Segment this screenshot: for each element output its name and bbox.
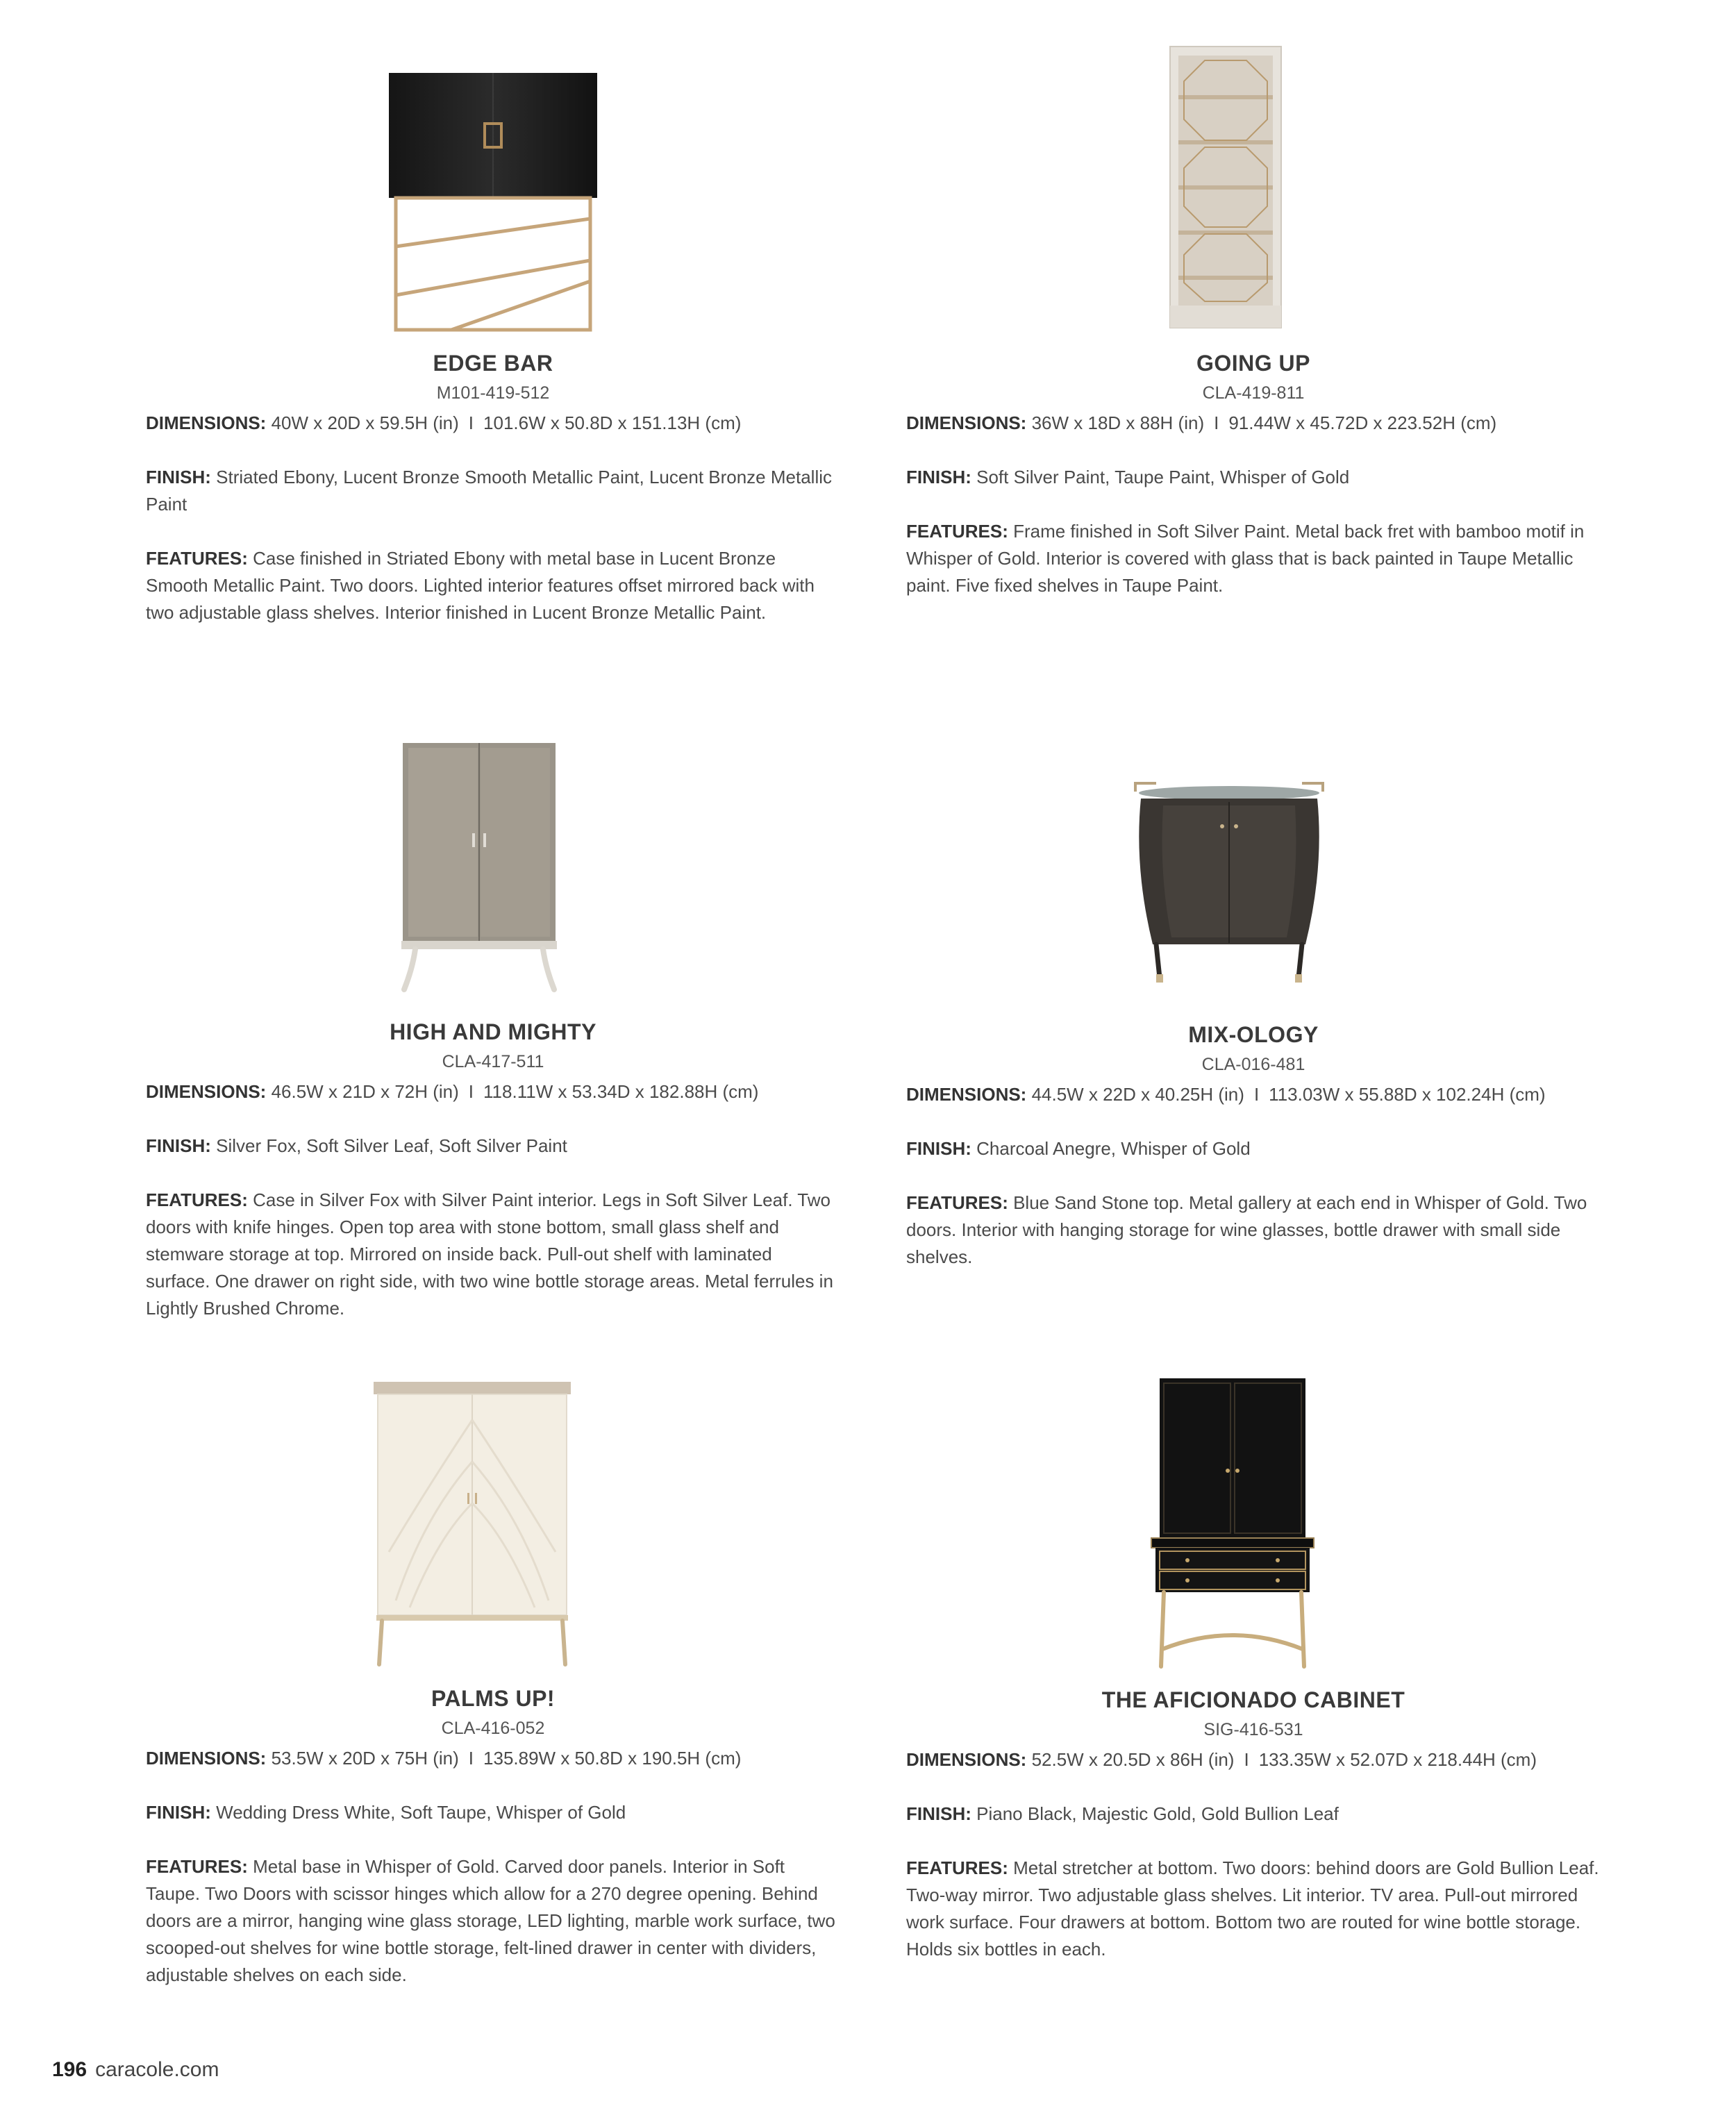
product-name: HIGH AND MIGHTY <box>390 1019 596 1044</box>
page-number: 196 <box>52 2058 87 2081</box>
product-specs <box>146 410 840 653</box>
mix-ology-image <box>1128 778 1330 989</box>
dimensions: DIMENSIONS: 44.5W x 22D x 40.25H (in) I 113.03W x 55.88D x 102.24H (cm) <box>906 1084 1546 1105</box>
product-name: GOING UP <box>1196 351 1310 376</box>
features: FEATURES: Metal base in Whisper of Gold. Carved door panels. Interior in Soft Taupe. Two Doors with scissor hinges which allow for a 270 degree opening. Behind doors are a mirror, hanging wine glass storage, LED lighting, marble work surface, two scooped-out shelves for wine bottle storage, felt-lined drawer in center with dividers, adjustable shelves on each side. <box>146 1856 835 1985</box>
website-link[interactable]: caracole.com <box>95 2058 219 2081</box>
dimensions: DIMENSIONS: 46.5W x 21D x 72H (in) I 118.11W x 53.34D x 182.88H (cm) <box>146 1081 759 1102</box>
features: FEATURES: Metal stretcher at bottom. Two doors: behind doors are Gold Bullion Leaf. Two-way mirror. Two adjustable glass shelves. Lit interior. TV area. Pull-out mirrored work surface. Four drawers at bottom. Bottom two are routed for wine bottle storage. Holds six bottles in each. <box>906 1857 1599 1960</box>
finish: FINISH: Silver Fox, Soft Silver Leaf, Soft Silver Paint <box>146 1135 567 1156</box>
page-footer <box>52 2058 219 2082</box>
product-sku: CLA-417-511 <box>442 1052 544 1071</box>
features: FEATURES: Blue Sand Stone top. Metal gallery at each end in Whisper of Gold. Two doors. Interior with hanging storage for wine glasses, bottle drawer with small side shelves. <box>906 1192 1587 1267</box>
finish: FINISH: Soft Silver Paint, Taupe Paint, Whisper of Gold <box>906 467 1350 487</box>
product-sku: CLA-416-052 <box>441 1719 545 1738</box>
edge-bar-image <box>382 69 604 337</box>
high-and-mighty-image <box>389 740 569 993</box>
features: FEATURES: Frame finished in Soft Silver Paint. Metal back fret with bamboo motif in Whisper of Gold. Interior is covered with glass that is back painted in Taupe Metallic paint. Five fixed shelves in Taupe Paint. <box>906 521 1585 596</box>
product-specs <box>906 410 1601 626</box>
palms-up-image <box>368 1378 576 1670</box>
features: FEATURES: Case finished in Striated Ebony with metal base in Lucent Bronze Smooth Metallic Paint. Two doors. Lighted interior features offset mirrored back with two adjustable glass shelves. Interior finished in Lucent Bronze Metallic Paint. <box>146 548 815 623</box>
product-name: THE AFICIONADO CABINET <box>1101 1687 1405 1712</box>
product-name: MIX-OLOGY <box>1188 1022 1319 1047</box>
aficionado-cabinet-image <box>1146 1375 1319 1673</box>
product-specs <box>146 1078 840 1349</box>
product-sku: SIG-416-531 <box>1203 1720 1303 1739</box>
finish: FINISH: Striated Ebony, Lucent Bronze Smooth Metallic Paint, Lucent Bronze Metallic Paint <box>146 467 832 515</box>
dimensions: DIMENSIONS: 40W x 20D x 59.5H (in) I 101.6W x 50.8D x 151.13H (cm) <box>146 412 742 433</box>
product-sku: M101-419-512 <box>436 383 550 403</box>
dimensions: DIMENSIONS: 36W x 18D x 88H (in) I 91.44W x 45.72D x 223.52H (cm) <box>906 412 1497 433</box>
product-specs <box>146 1745 840 2016</box>
going-up-image <box>1163 43 1288 331</box>
dimensions: DIMENSIONS: 53.5W x 20D x 75H (in) I 135.89W x 50.8D x 190.5H (cm) <box>146 1748 742 1769</box>
finish: FINISH: Wedding Dress White, Soft Taupe, Whisper of Gold <box>146 1802 626 1823</box>
product-name: EDGE BAR <box>433 351 553 376</box>
finish: FINISH: Piano Black, Majestic Gold, Gold Bullion Leaf <box>906 1803 1339 1824</box>
product-sku: CLA-016-481 <box>1201 1055 1305 1074</box>
features: FEATURES: Case in Silver Fox with Silver Paint interior. Legs in Soft Silver Leaf. Two doors with knife hinges. Open top area with stone bottom, small glass shelf and stemware storage at top. Mirrored on inside back. Pull-out shelf with laminated surface. One drawer on right side, with two wine bottle storage areas. Metal ferrules in Lightly Brushed Chrome. <box>146 1189 833 1319</box>
product-name: PALMS UP! <box>431 1686 556 1711</box>
product-sku: CLA-419-811 <box>1202 383 1305 403</box>
dimensions: DIMENSIONS: 52.5W x 20.5D x 86H (in) I 133.35W x 52.07D x 218.44H (cm) <box>906 1749 1537 1770</box>
product-specs <box>906 1081 1601 1298</box>
finish: FINISH: Charcoal Anegre, Whisper of Gold <box>906 1138 1251 1159</box>
product-specs <box>906 1746 1601 1990</box>
